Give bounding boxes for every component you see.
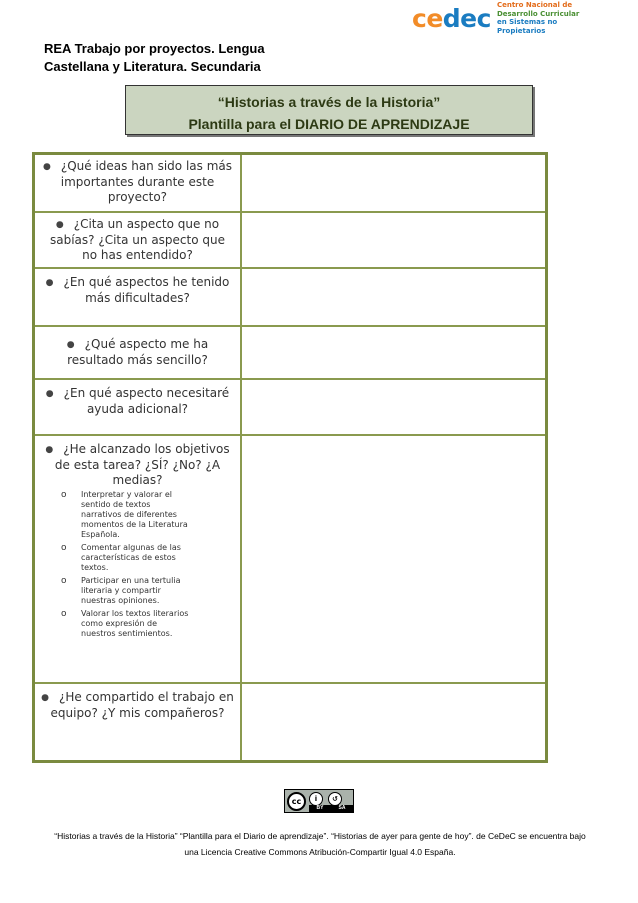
- answer-cell[interactable]: [242, 213, 545, 267]
- sub-bullet-icon: o: [61, 609, 67, 619]
- table-row: [35, 327, 545, 380]
- answer-cell[interactable]: [242, 684, 545, 760]
- question-cell: [35, 269, 242, 325]
- title-template: Plantilla para el DIARIO DE APRENDIZAJE: [188, 116, 470, 132]
- logo-line1: Centro Nacional de: [496, 1, 573, 9]
- license-footer: [40, 828, 600, 860]
- by-label: BY: [316, 805, 324, 811]
- question-cell: [35, 213, 242, 267]
- footer-line2: una Licencia Creative Commons Atribución-Compartir Igual 4.0 España.: [184, 847, 456, 857]
- logo-dec: dec: [442, 3, 491, 33]
- footer-line1: “Historias a través de la Historia” “Plantilla para el Diario de aprendizaje”. “Historias de ayer para gente de hoy”. de CeDeC se encuentra bajo: [54, 831, 586, 841]
- objective-text: Comentar algunas de las características de estos textos.: [81, 543, 181, 572]
- header-line2: Castellana y Literatura. Secundaria: [44, 59, 261, 74]
- list-item: [61, 543, 234, 573]
- objectives-list: [61, 490, 234, 639]
- by-person-icon: i: [309, 792, 323, 806]
- diary-table: [32, 152, 548, 763]
- objective-text: Participar en una tertulia literaria y compartir nuestras opiniones.: [81, 576, 181, 605]
- list-item: [61, 576, 234, 606]
- sa-label: SA: [338, 805, 346, 811]
- objective-text: Interpretar y valorar el sentido de textos narrativos de diferentes momentos de la Literatura Española.: [81, 490, 188, 539]
- title-project: “Historias a través de la Historia”: [217, 94, 441, 110]
- bullet-icon: ●: [45, 278, 54, 288]
- bullet-icon: ●: [42, 162, 51, 172]
- logo-line2: Desarrollo Curricular: [496, 9, 580, 18]
- table-row: [35, 155, 545, 213]
- sub-bullet-icon: o: [61, 543, 67, 553]
- question-text: ¿Qué aspecto me ha resultado más sencillo?: [67, 337, 209, 367]
- question-cell: [35, 436, 242, 682]
- question-cell: [35, 380, 242, 434]
- table-row: [35, 380, 545, 436]
- header-line1: REA Trabajo por proyectos. Lengua: [44, 41, 265, 56]
- cc-icon: cc: [287, 792, 306, 811]
- logo-wordmark: [412, 3, 491, 33]
- answer-cell[interactable]: [242, 327, 545, 378]
- document-header: [44, 40, 304, 76]
- sub-bullet-icon: o: [61, 576, 67, 586]
- question-text: ¿En qué aspectos he tenido más dificultades?: [63, 275, 230, 305]
- logo-caption: [497, 1, 602, 35]
- answer-cell[interactable]: [242, 436, 545, 682]
- license-labels: [309, 805, 353, 812]
- question-cell: [35, 327, 242, 378]
- objective-text: Valorar los textos literarios como expresión de nuestros sentimientos.: [81, 609, 189, 638]
- question-text: ¿Qué ideas han sido las más importantes durante este proyecto?: [60, 159, 233, 204]
- title-box: [125, 85, 533, 135]
- question-cell: [35, 155, 242, 211]
- question-text: ¿He alcanzado los objetivos de esta tarea? ¿SÍ? ¿No? ¿A medias?: [54, 442, 230, 487]
- question-text: ¿En qué aspecto necesitaré ayuda adicional?: [63, 386, 230, 416]
- list-item: [61, 490, 234, 540]
- bullet-icon: ●: [55, 220, 64, 230]
- question-cell: [35, 684, 242, 760]
- answer-cell[interactable]: [242, 380, 545, 434]
- sub-bullet-icon: o: [61, 490, 67, 500]
- question-text: ¿He compartido el trabajo en equipo? ¿Y mis compañeros?: [50, 690, 234, 720]
- logo-ce: ce: [412, 3, 443, 33]
- bullet-icon: ●: [41, 693, 49, 703]
- cedec-logo: [412, 1, 602, 35]
- table-row: [35, 269, 545, 327]
- table-row: [35, 213, 545, 269]
- cc-by-sa-license-icon[interactable]: [284, 789, 354, 813]
- sa-share-icon: ↺: [328, 792, 342, 806]
- bullet-icon: ●: [45, 445, 54, 455]
- logo-line3: en Sistemas no Propietarios: [496, 18, 558, 35]
- table-row: [35, 436, 545, 684]
- list-item: [61, 609, 234, 639]
- question-text: ¿Cita un aspecto que no sabías? ¿Cita un aspecto que no has entendido?: [50, 217, 225, 262]
- bullet-icon: ●: [45, 389, 54, 399]
- bullet-icon: ●: [66, 340, 75, 350]
- table-row: [35, 684, 545, 760]
- answer-cell[interactable]: [242, 155, 545, 211]
- answer-cell[interactable]: [242, 269, 545, 325]
